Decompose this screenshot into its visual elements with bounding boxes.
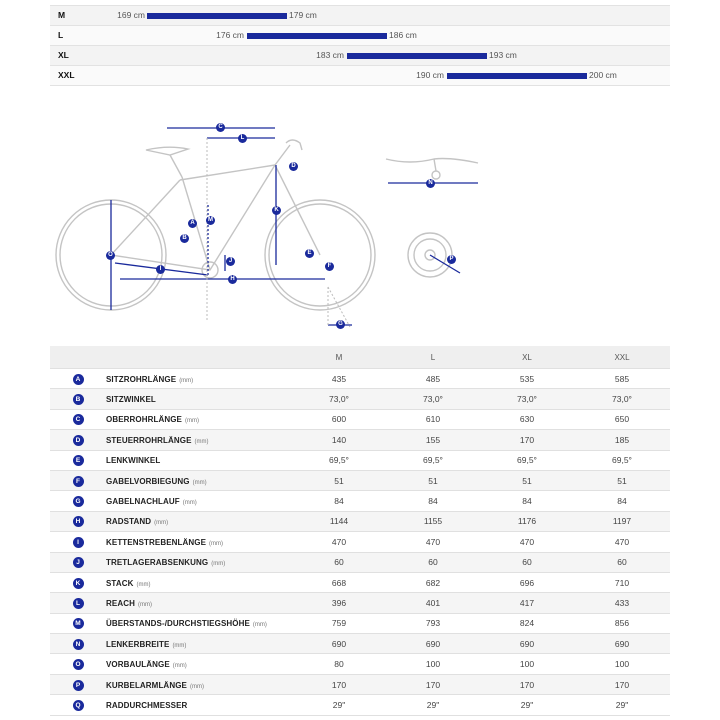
parameter-name-cell [106, 634, 292, 654]
letter-badge: O [73, 659, 84, 670]
diagram-label-o: O [106, 251, 115, 260]
table-row [50, 409, 670, 429]
letter-badge: B [73, 394, 84, 405]
letter-cell [50, 572, 106, 592]
parameter-unit: (mm) [136, 581, 151, 588]
parameter-unit: (mm) [184, 418, 199, 425]
parameter-name-cell [106, 674, 292, 694]
range-bar [147, 13, 287, 19]
range-max: 179 cm [289, 10, 317, 20]
value-cell: 60 [574, 552, 670, 572]
value-cell: 690 [292, 634, 386, 654]
letter-badge: I [73, 537, 84, 548]
letter-badge: C [73, 414, 84, 425]
range-min: 183 cm [316, 50, 344, 60]
value-cell: 73,0° [574, 389, 670, 409]
value-cell: 84 [574, 491, 670, 511]
value-cell: 73,0° [386, 389, 480, 409]
parameter-name-cell [106, 572, 292, 592]
table-row [50, 389, 670, 409]
table-row [50, 572, 670, 592]
letter-badge: N [73, 639, 84, 650]
value-cell: 51 [292, 470, 386, 490]
value-cell: 29" [480, 695, 574, 715]
range-bar [347, 53, 487, 59]
range-min: 169 cm [117, 10, 145, 20]
letter-badge: L [73, 598, 84, 609]
value-cell: 170 [386, 674, 480, 694]
value-cell: 696 [480, 572, 574, 592]
parameter-name-cell [106, 613, 292, 633]
column-header: M [292, 346, 386, 369]
column-header: XXL [574, 346, 670, 369]
parameter-unit: (mm) [252, 622, 267, 629]
value-cell: 100 [574, 654, 670, 674]
parameter-name-cell [106, 491, 292, 511]
letter-cell [50, 389, 106, 409]
value-cell: 29" [386, 695, 480, 715]
parameter-name: STACK [106, 578, 134, 588]
value-cell: 435 [292, 369, 386, 389]
table-row [50, 369, 670, 389]
parameter-name: VORBAULÄNGE [106, 660, 170, 670]
value-cell: 29" [574, 695, 670, 715]
value-cell: 69,5° [574, 450, 670, 470]
size-label: L [58, 30, 64, 40]
value-cell: 396 [292, 593, 386, 613]
parameter-name-cell [106, 409, 292, 429]
size-range-chart [50, 5, 670, 86]
value-cell: 170 [292, 674, 386, 694]
value-cell: 140 [292, 430, 386, 450]
header-empty [50, 346, 106, 369]
diagram-label-n: N [426, 179, 435, 188]
value-cell: 69,5° [480, 450, 574, 470]
parameter-name-cell [106, 369, 292, 389]
letter-cell [50, 409, 106, 429]
letter-cell [50, 593, 106, 613]
value-cell: 824 [480, 613, 574, 633]
parameter-name-cell [106, 654, 292, 674]
parameter-name: TRETLAGERABSENKUNG [106, 558, 209, 568]
size-row [50, 25, 670, 45]
value-cell: 29" [292, 695, 386, 715]
value-cell: 60 [292, 552, 386, 572]
table-row [50, 674, 670, 694]
letter-cell [50, 450, 106, 470]
parameter-name: REACH [106, 598, 135, 608]
parameter-name-cell [106, 511, 292, 531]
range-bar [247, 33, 387, 39]
letter-badge: M [73, 618, 84, 629]
letter-cell [50, 532, 106, 552]
diagram-label-e: E [305, 249, 314, 258]
letter-badge: E [73, 455, 84, 466]
value-cell: 51 [574, 470, 670, 490]
value-cell: 170 [480, 674, 574, 694]
diagram-label-k: K [272, 206, 281, 215]
parameter-name-cell [106, 470, 292, 490]
letter-cell [50, 634, 106, 654]
table-row [50, 695, 670, 715]
letter-cell [50, 552, 106, 572]
parameter-unit: (mm) [182, 500, 197, 507]
letter-cell [50, 369, 106, 389]
table-row [50, 593, 670, 613]
value-cell: 630 [480, 409, 574, 429]
range-max: 193 cm [489, 50, 517, 60]
parameter-name: KURBELARMLÄNGE [106, 680, 187, 690]
parameter-name: KETTENSTREBENLÄNGE [106, 537, 207, 547]
parameter-unit: (mm) [194, 438, 209, 445]
value-cell: 585 [574, 369, 670, 389]
parameter-unit: (mm) [172, 663, 187, 670]
parameter-name: LENKWINKEL [106, 456, 161, 466]
value-cell: 690 [574, 634, 670, 654]
parameter-name: RADSTAND [106, 517, 152, 527]
value-cell: 73,0° [480, 389, 574, 409]
range-max: 200 cm [589, 70, 617, 80]
value-cell: 650 [574, 409, 670, 429]
value-cell: 100 [386, 654, 480, 674]
bike-geometry-diagram [50, 105, 670, 337]
parameter-name: GABELNACHLAUF [106, 497, 180, 507]
value-cell: 485 [386, 369, 480, 389]
range-min: 176 cm [216, 30, 244, 40]
value-cell: 170 [480, 430, 574, 450]
table-row [50, 552, 670, 572]
diagram-label-h: H [228, 275, 237, 284]
value-cell: 470 [574, 532, 670, 552]
size-label: XXL [58, 70, 75, 80]
column-header: XL [480, 346, 574, 369]
value-cell: 668 [292, 572, 386, 592]
table-header-row [50, 346, 670, 369]
parameter-name: OBERROHRLÄNGE [106, 415, 182, 425]
value-cell: 610 [386, 409, 480, 429]
value-cell: 1144 [292, 511, 386, 531]
size-label: M [58, 10, 66, 20]
range-bar [447, 73, 587, 79]
letter-cell [50, 695, 106, 715]
letter-badge: Q [73, 700, 84, 711]
letter-cell [50, 511, 106, 531]
parameter-name: RADDURCHMESSER [106, 700, 188, 710]
geometry-table [50, 346, 670, 716]
value-cell: 69,5° [292, 450, 386, 470]
value-cell: 60 [480, 552, 574, 572]
value-cell: 793 [386, 613, 480, 633]
parameter-name: LENKERBREITE [106, 639, 170, 649]
value-cell: 1155 [386, 511, 480, 531]
diagram-label-i: I [156, 265, 165, 274]
table-row [50, 470, 670, 490]
range-min: 190 cm [416, 70, 444, 80]
parameter-name-cell [106, 695, 292, 715]
parameter-unit: (mm) [211, 561, 226, 568]
parameter-name-cell [106, 450, 292, 470]
letter-badge: A [73, 374, 84, 385]
table-row [50, 613, 670, 633]
value-cell: 51 [386, 470, 480, 490]
letter-badge: K [73, 578, 84, 589]
value-cell: 417 [480, 593, 574, 613]
parameter-name: SITZWINKEL [106, 395, 156, 405]
diagram-label-f: F [325, 262, 334, 271]
parameter-name-cell [106, 552, 292, 572]
table-row [50, 654, 670, 674]
parameter-name: STEUERROHRLÄNGE [106, 435, 192, 445]
value-cell: 856 [574, 613, 670, 633]
value-cell: 682 [386, 572, 480, 592]
bike-drawing [50, 105, 670, 337]
parameter-unit: (mm) [192, 479, 207, 486]
letter-badge: F [73, 476, 84, 487]
parameter-name-cell [106, 389, 292, 409]
table-row [50, 511, 670, 531]
value-cell: 690 [386, 634, 480, 654]
parameter-name: ÜBERSTANDS-/DURCHSTIEGSHÖHE [106, 619, 250, 629]
diagram-label-d: D [289, 162, 298, 171]
parameter-name-cell [106, 593, 292, 613]
size-label: XL [58, 50, 69, 60]
value-cell: 433 [574, 593, 670, 613]
column-header: L [386, 346, 480, 369]
parameter-name-cell [106, 532, 292, 552]
diagram-label-p: P [447, 255, 456, 264]
parameter-name-cell [106, 430, 292, 450]
value-cell: 84 [386, 491, 480, 511]
diagram-label-l: L [238, 134, 247, 143]
value-cell: 759 [292, 613, 386, 633]
diagram-label-g: G [336, 320, 345, 329]
letter-cell [50, 491, 106, 511]
value-cell: 710 [574, 572, 670, 592]
letter-badge: J [73, 557, 84, 568]
value-cell: 470 [292, 532, 386, 552]
size-row [50, 65, 670, 86]
header-empty [106, 346, 292, 369]
value-cell: 60 [386, 552, 480, 572]
value-cell: 80 [292, 654, 386, 674]
size-row [50, 45, 670, 65]
parameter-unit: (mm) [189, 683, 204, 690]
value-cell: 600 [292, 409, 386, 429]
letter-cell [50, 470, 106, 490]
table-row [50, 430, 670, 450]
value-cell: 470 [480, 532, 574, 552]
diagram-label-c: C [216, 123, 225, 132]
value-cell: 1176 [480, 511, 574, 531]
table-row [50, 491, 670, 511]
letter-cell [50, 654, 106, 674]
value-cell: 535 [480, 369, 574, 389]
value-cell: 690 [480, 634, 574, 654]
value-cell: 401 [386, 593, 480, 613]
value-cell: 185 [574, 430, 670, 450]
letter-badge: D [73, 435, 84, 446]
size-row [50, 5, 670, 25]
diagram-label-j: J [226, 257, 235, 266]
value-cell: 69,5° [386, 450, 480, 470]
diagram-label-b: B [180, 234, 189, 243]
letter-badge: G [73, 496, 84, 507]
value-cell: 170 [574, 674, 670, 694]
value-cell: 100 [480, 654, 574, 674]
parameter-name: SITZROHRLÄNGE [106, 374, 177, 384]
value-cell: 73,0° [292, 389, 386, 409]
parameter-name: GABELVORBIEGUNG [106, 476, 190, 486]
value-cell: 84 [292, 491, 386, 511]
parameter-unit: (mm) [209, 540, 224, 547]
value-cell: 84 [480, 491, 574, 511]
table-row [50, 634, 670, 654]
letter-cell [50, 430, 106, 450]
diagram-label-m: M [208, 217, 213, 223]
value-cell: 470 [386, 532, 480, 552]
table-row [50, 450, 670, 470]
table-body [50, 369, 670, 716]
diagram-label-a: A [188, 219, 197, 228]
letter-badge: H [73, 516, 84, 527]
value-cell: 1197 [574, 511, 670, 531]
parameter-unit: (mm) [179, 377, 194, 384]
letter-badge: P [73, 680, 84, 691]
parameter-unit: (mm) [137, 601, 152, 608]
letter-cell [50, 613, 106, 633]
parameter-unit: (mm) [172, 642, 187, 649]
value-cell: 51 [480, 470, 574, 490]
value-cell: 155 [386, 430, 480, 450]
letter-cell [50, 674, 106, 694]
parameter-unit: (mm) [154, 520, 169, 527]
range-max: 186 cm [389, 30, 417, 40]
table-row [50, 532, 670, 552]
